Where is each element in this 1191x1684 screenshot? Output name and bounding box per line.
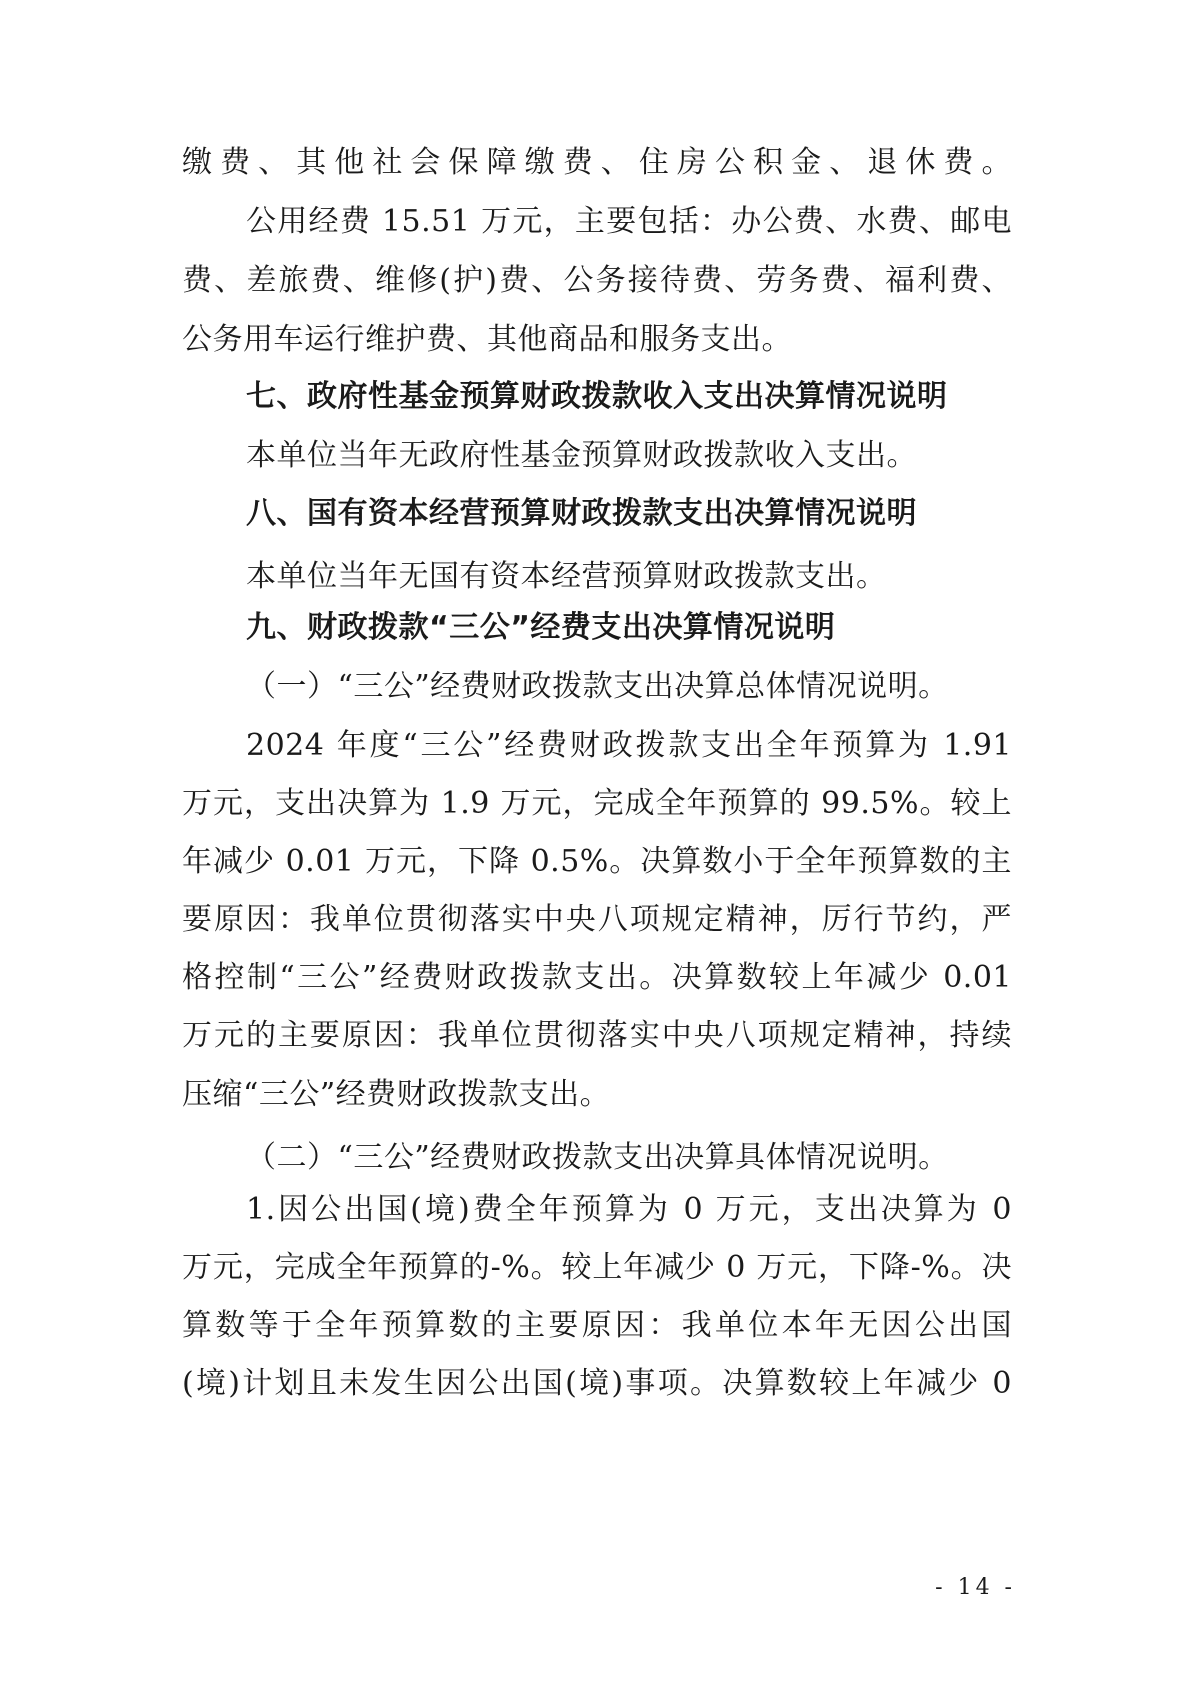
page-number: - 14 - xyxy=(935,1575,1016,1600)
subsection-heading: （一）“三公”经费财政拨款支出决算总体情况说明。 xyxy=(246,669,949,704)
body-text-line: 格控制“三公”经费财政拨款支出。决算数较上年减少 0.01 xyxy=(182,960,1012,995)
body-text-line: 年减少 0.01 万元，下降 0.5%。决算数小于全年预算数的主 xyxy=(182,844,1012,879)
subsection-heading: （二）“三公”经费财政拨款支出决算具体情况说明。 xyxy=(246,1140,949,1175)
body-text-line: 万元的主要原因：我单位贯彻落实中央八项规定精神，持续 xyxy=(182,1018,1012,1053)
section-heading: 八、国有资本经营预算财政拨款支出决算情况说明 xyxy=(246,496,917,531)
body-text-line: 万元，完成全年预算的-%。较上年减少 0 万元，下降-%。决 xyxy=(182,1250,1012,1285)
body-text-line: 本单位当年无政府性基金预算财政拨款收入支出。 xyxy=(246,438,917,473)
body-text-line: 公用经费 15.51 万元，主要包括：办公费、水费、邮电 xyxy=(246,204,1012,239)
body-text-line: 万元，支出决算为 1.9 万元，完成全年预算的 99.5%。较上 xyxy=(182,786,1012,821)
section-heading: 七、政府性基金预算财政拨款收入支出决算情况说明 xyxy=(246,379,948,414)
body-text-line: 算数等于全年预算数的主要原因：我单位本年无因公出国 xyxy=(182,1308,1012,1343)
body-text-line: 本单位当年无国有资本经营预算财政拨款支出。 xyxy=(246,559,887,594)
body-text-line: 公务用车运行维护费、其他商品和服务支出。 xyxy=(182,322,792,357)
body-text-line: 费、差旅费、维修(护)费、公务接待费、劳务费、福利费、 xyxy=(182,263,1012,298)
body-text-line: 要原因：我单位贯彻落实中央八项规定精神，厉行节约，严 xyxy=(182,902,1012,937)
section-heading: 九、财政拨款“三公”经费支出决算情况说明 xyxy=(246,610,836,645)
body-text-line: 1.因公出国(境)费全年预算为 0 万元，支出决算为 0 xyxy=(246,1192,1012,1227)
body-text-line: 压缩“三公”经费财政拨款支出。 xyxy=(182,1077,611,1112)
body-text-line: 缴费、其他社会保障缴费、住房公积金、退休费。 xyxy=(182,145,1012,180)
body-text-line: 2024 年度“三公”经费财政拨款支出全年预算为 1.91 xyxy=(246,728,1012,763)
body-text-line: (境)计划且未发生因公出国(境)事项。决算数较上年减少 0 xyxy=(182,1366,1012,1401)
